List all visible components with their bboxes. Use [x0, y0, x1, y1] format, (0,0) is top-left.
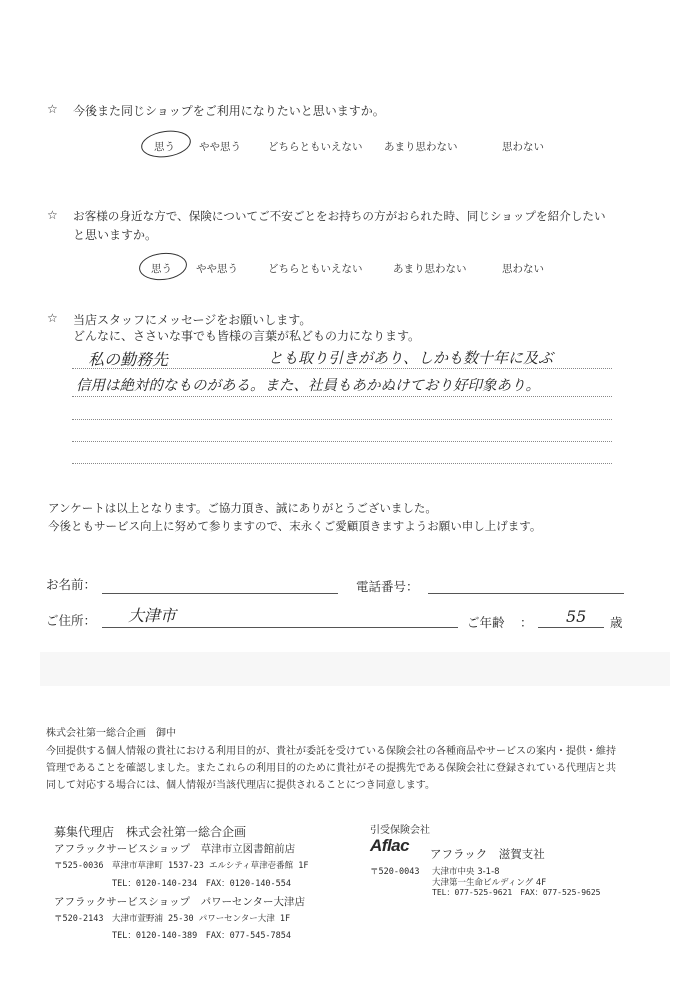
name-label: お名前：: [46, 577, 97, 592]
q3-star-icon: ☆: [47, 311, 58, 325]
q2-question-line2: と思いますか。: [73, 228, 158, 242]
phone-field[interactable]: [428, 593, 624, 594]
q2-selection-circle: [138, 251, 189, 283]
insurer-title: 引受保険会社: [370, 825, 430, 836]
q3-prompt-line1: 当店スタッフにメッセージをお願いします。: [73, 313, 312, 327]
age-field[interactable]: [538, 627, 604, 628]
q2-option-1[interactable]: 思う: [151, 263, 172, 275]
message-line-4: [72, 441, 612, 442]
shop1-address: 〒525-0036 草津市草津町 1537-23 エルシティ草津壱番館 1F: [54, 861, 309, 871]
privacy-line-3: 管理であることを確認しました。またこれらの利用目的のために貴社がその提携先である保険会社に登録されている代理店と共: [46, 763, 616, 774]
q1-option-1[interactable]: 思う: [154, 141, 175, 153]
message-handwriting-1b: とも取り引きがあり、しかも数十年に及ぶ: [268, 349, 554, 367]
q3-prompt-line2: どんなに、ささいな事でも皆様の言葉が私どもの力になります。: [73, 329, 421, 343]
q2-star-icon: ☆: [47, 208, 58, 222]
age-colon: ：: [520, 615, 533, 630]
message-line-5: [72, 463, 612, 464]
shop2-tel-fax: TEL：0120-140-389 FAX：077-545-7854: [112, 931, 292, 941]
shop1-name: アフラックサービスショップ 草津市立図書館前店: [54, 843, 296, 855]
address-value: 大津市: [128, 606, 177, 625]
closing-line-2: 今後ともサービス向上に努めて参りますので、末永くご愛顧頂きますようお願い申し上げます。: [48, 519, 542, 533]
message-handwriting-1a: 私の勤務先: [88, 350, 169, 369]
insurer-address-1: 大津市中央 3-1-8: [432, 867, 500, 877]
age-label: ご年齢: [467, 615, 505, 630]
q1-option-2[interactable]: やや思う: [199, 141, 241, 153]
name-field[interactable]: [102, 593, 338, 594]
message-handwriting-2: 信用は絶対的なものがある。また、社員もあかぬけており好印象あり。: [76, 378, 540, 394]
insurer-zip: 〒520-0043: [370, 867, 420, 877]
q1-option-4[interactable]: あまり思わない: [384, 141, 458, 153]
phone-label: 電話番号：: [356, 579, 419, 594]
blank-box: [40, 652, 670, 686]
privacy-line-4: 同して対応する場合には、個人情報が当該代理店に提供されることにつき同意します。: [46, 780, 435, 791]
q2-option-3[interactable]: どちらともいえない: [268, 263, 363, 275]
privacy-recipient: 株式会社第一総合企画 御中: [46, 728, 176, 739]
age-value: 55: [566, 607, 587, 626]
address-field[interactable]: [102, 627, 458, 628]
q1-selection-circle: [139, 128, 192, 161]
agency-title: 募集代理店 株式会社第一総合企画: [54, 825, 247, 839]
message-line-2: [72, 396, 612, 397]
shop1-tel-fax: TEL：0120-140-234 FAX：0120-140-554: [112, 879, 292, 889]
shop2-address: 〒520-2143 大津市萱野浦 25-30 パワーセンター大津 1F: [54, 914, 291, 924]
privacy-line-2: 今回提供する個人情報の貴社における利用目的が、貴社が委託を受けている保険会社の各種商品やサービスの案内・提供・維持: [46, 746, 616, 757]
q2-option-5[interactable]: 思わない: [502, 263, 544, 275]
q1-option-5[interactable]: 思わない: [502, 141, 544, 153]
q2-option-2[interactable]: やや思う: [196, 263, 238, 275]
message-line-3: [72, 419, 612, 420]
q2-option-4[interactable]: あまり思わない: [393, 263, 467, 275]
q2-question-line1: お客様の身近な方で、保険についてご不安ごとをお持ちの方がおられた時、同じショップを紹介したい: [73, 209, 606, 223]
insurer-branch: アフラック 滋賀支社: [430, 847, 545, 861]
insurer-address-2: 大津第一生命ビルディング 4F: [432, 878, 547, 888]
insurer-tel-fax: TEL：077-525-9621 FAX：077-525-9625: [432, 888, 601, 897]
message-line-1: [72, 368, 612, 369]
q1-star-icon: ☆: [47, 102, 58, 116]
shop2-name: アフラックサービスショップ パワーセンター大津店: [54, 896, 305, 908]
q1-question: 今後また同じショップをご利用になりたいと思いますか。: [73, 104, 385, 118]
aflac-logo: Aflac: [370, 836, 410, 855]
age-unit: 歳: [610, 615, 623, 630]
address-label: ご住所：: [46, 613, 97, 628]
q1-option-3[interactable]: どちらともいえない: [268, 141, 363, 153]
closing-line-1: アンケートは以上となります。ご協力頂き、誠にありがとうございました。: [48, 501, 437, 515]
